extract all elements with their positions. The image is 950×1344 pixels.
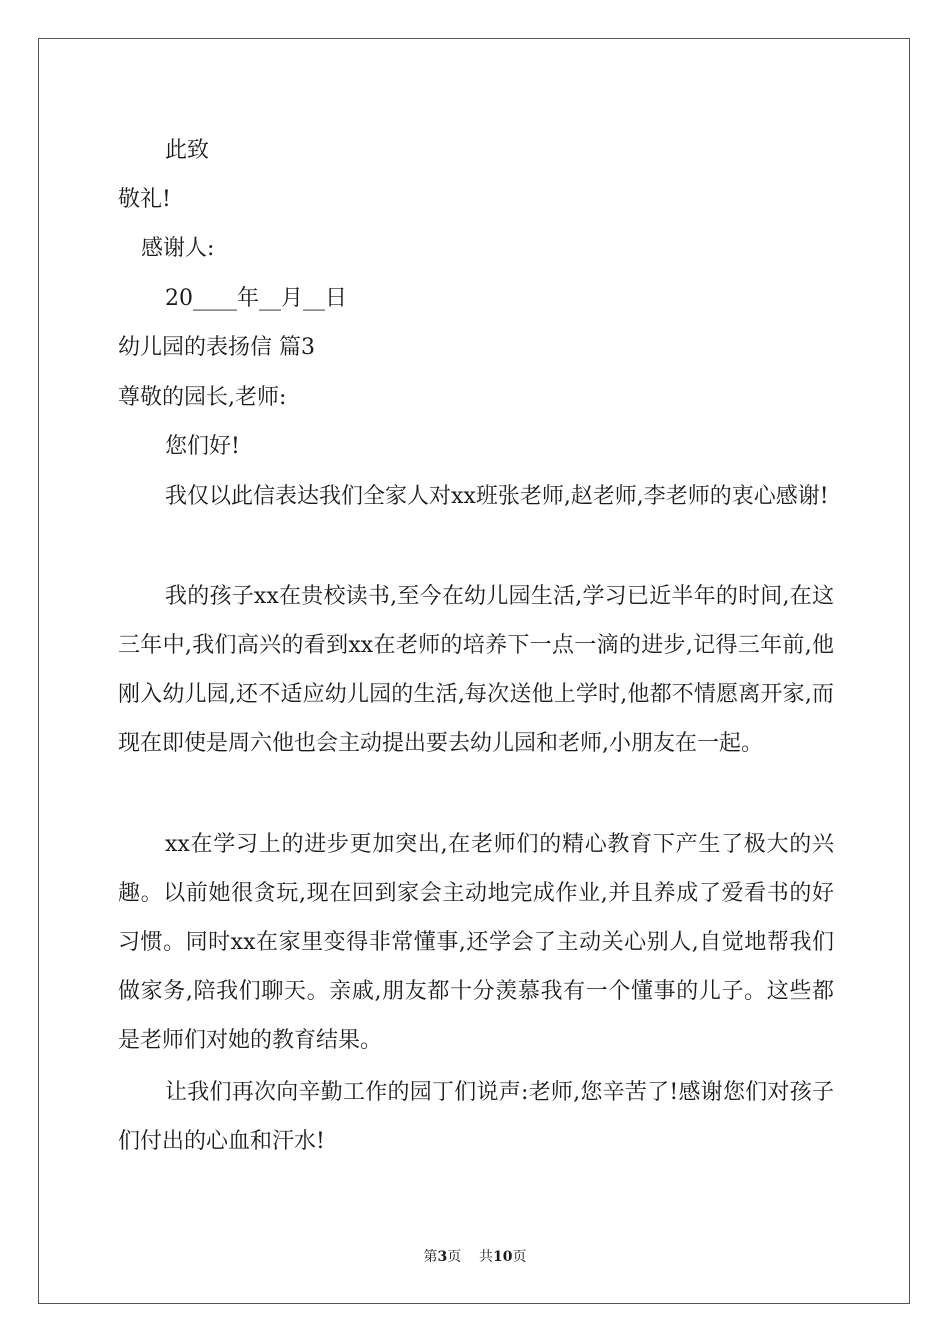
- page-suffix: 页: [447, 1249, 462, 1265]
- total-pages: 10: [493, 1249, 513, 1265]
- total-prefix: 共: [479, 1249, 494, 1265]
- page-footer: [0, 1247, 950, 1267]
- paragraph-1: 我仅以此信表达我们全家人对xx班张老师,赵老师,李老师的衷心感谢!: [165, 484, 829, 509]
- closing-salute-2: 敬礼!: [118, 187, 171, 212]
- letter-title: 幼儿园的表扬信 篇3: [118, 335, 315, 360]
- date-line: 20____年__月__日: [165, 286, 347, 311]
- page-number: 3: [437, 1249, 448, 1265]
- closing-salute-1: 此致: [165, 138, 210, 163]
- paragraph-4: 让我们再次向辛勤工作的园丁们说声:老师,您辛苦了!感谢您们对孩子们付出的心血和汗水!: [118, 1080, 834, 1154]
- total-suffix: 页: [512, 1249, 527, 1265]
- page-prefix: 第: [423, 1249, 438, 1265]
- greeting: 您们好!: [165, 434, 240, 459]
- paragraph-2: 我的孩子xx在贵校读书,至今在幼儿园生活,学习已近半年的时间,在这三年中,我们高兴的看到xx在老师的培养下一点一滴的进步,记得三年前,他刚入幼儿园,还不适应幼儿园的生活,每次送他上学时,他都不情愿离开家,而现在即使是周六他也会主动提出要去幼儿园和老师,小朋友在一起。: [118, 584, 834, 756]
- addressee: 尊敬的园长,老师:: [118, 385, 287, 410]
- signer-label: 感谢人:: [141, 236, 215, 261]
- paragraph-3: xx在学习上的进步更加突出,在老师们的精心教育下产生了极大的兴趣。以前她很贪玩,现在回到家会主动地完成作业,并且养成了爱看书的好习惯。同时xx在家里变得非常懂事,还学会了主动关心别人,自觉地帮我们做家务,陪我们聊天。亲戚,朋友都十分羡慕我有一个懂事的儿子。这些都是老师们对她的教育结果。: [118, 832, 834, 1053]
